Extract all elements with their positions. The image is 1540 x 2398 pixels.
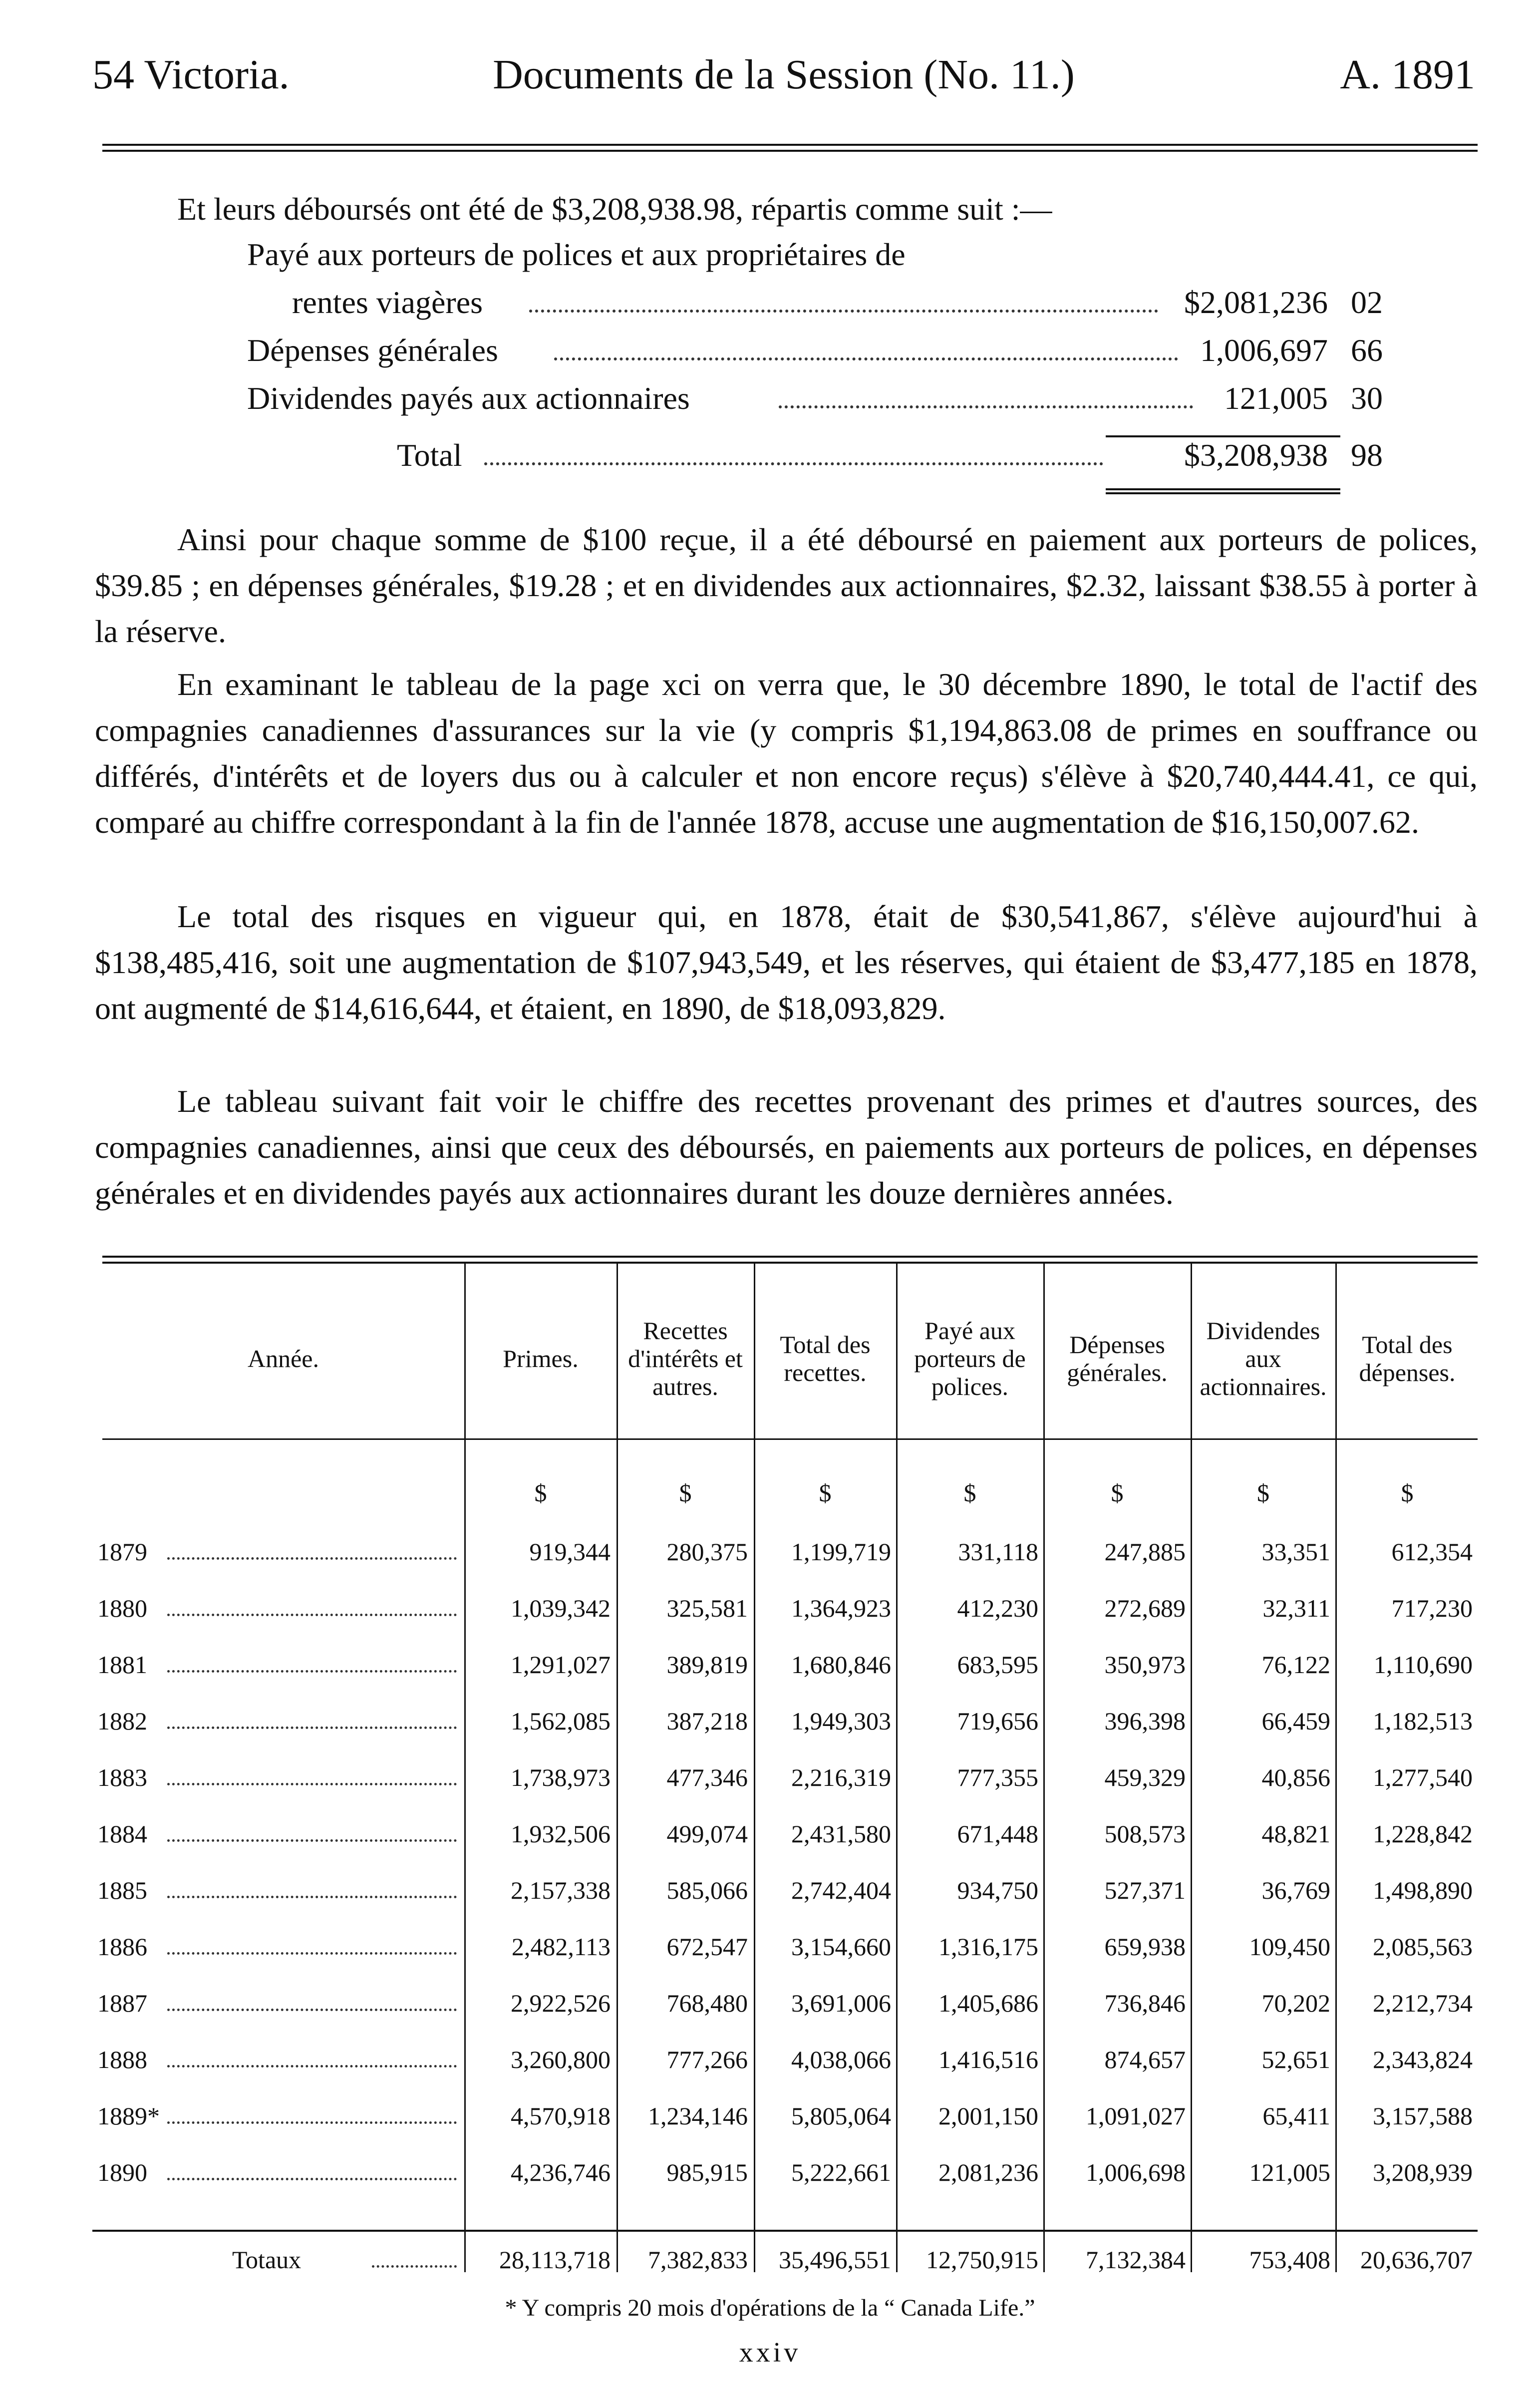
value-cell: 1,091,027 [1086, 2102, 1186, 2130]
value-cell: 2,742,404 [791, 1876, 891, 1904]
value-cell: 40,856 [1261, 1763, 1330, 1791]
footnote: * Y compris 20 mois d'opérations de la “ Canada Life.” [505, 2295, 1035, 2321]
value-cell: 350,973 [1104, 1651, 1186, 1679]
item-row [95, 279, 1383, 327]
value-cell: 1,364,923 [791, 1594, 891, 1622]
value-cell: 5,222,661 [791, 2158, 891, 2186]
total-label: Total [397, 437, 462, 473]
value-cell: 477,346 [666, 1763, 748, 1791]
value-cell: 3,691,006 [791, 1989, 891, 2017]
value-cell: 1,199,719 [791, 1538, 891, 1566]
value-cell: 2,001,150 [938, 2102, 1038, 2130]
year-cell: 1884 [97, 1820, 147, 1848]
header-left: 54 Victoria. [92, 51, 290, 98]
dot-leader [529, 310, 1158, 313]
item-cents: 30 [1351, 380, 1383, 416]
year-cell: 1889* [97, 2102, 160, 2130]
header-rule [102, 144, 1478, 152]
table-top-rule [102, 1256, 1478, 1264]
value-cell: 585,066 [666, 1876, 748, 1904]
value-cell: 671,448 [957, 1820, 1038, 1848]
year-cell: 1879 [97, 1538, 147, 1566]
value-cell: 1,182,513 [1373, 1707, 1473, 1735]
currency-symbol: $ [1111, 1479, 1124, 1507]
value-cell: 387,218 [666, 1707, 748, 1735]
value-cell: 66,459 [1261, 1707, 1330, 1735]
total-row [95, 431, 1383, 479]
value-cell: 2,081,236 [938, 2158, 1038, 2186]
dot-leader [167, 2178, 457, 2180]
item-row [95, 327, 1383, 374]
table-row [92, 2149, 1478, 2204]
year-cell: 1885 [97, 1876, 147, 1904]
item-amount: 1,006,697 [1200, 333, 1328, 368]
total-cell: 7,132,384 [1086, 2246, 1186, 2274]
dot-leader [167, 1726, 457, 1729]
value-cell: 1,680,846 [791, 1651, 891, 1679]
value-cell: 717,230 [1391, 1594, 1473, 1622]
value-cell: 768,480 [666, 1989, 748, 2017]
value-cell: 76,122 [1261, 1651, 1330, 1679]
item-label: Dividendes payés aux actionnaires [247, 380, 690, 416]
year-cell: 1882 [97, 1707, 147, 1735]
item-amount: $2,081,236 [1184, 285, 1328, 320]
dot-leader [167, 1670, 457, 1673]
paragraph: Ainsi pour chaque somme de $100 reçue, il a été déboursé en paiement aux porteurs de polices, $39.85 ; en dépenses générales, $19.28 ; et en dividendes aux actionnaires, $2.32, laissant $38.55 à porter à la réserve. [95, 522, 1478, 649]
totals-label: Totaux [232, 2246, 302, 2274]
value-cell: 3,260,800 [511, 2046, 611, 2073]
dot-leader [484, 462, 1103, 465]
year-cell: 1886 [97, 1933, 147, 1961]
year-cell: 1887 [97, 1989, 147, 2017]
value-cell: 2,343,824 [1373, 2046, 1473, 2073]
header-bottom-rule [102, 1438, 1478, 1440]
col-header-primes: Primes. [503, 1345, 579, 1372]
table-row [92, 1867, 1478, 1922]
value-cell: 247,885 [1104, 1538, 1186, 1566]
year-cell: 1888 [97, 2046, 147, 2073]
table-row [92, 2092, 1478, 2148]
value-cell: 3,208,939 [1373, 2158, 1473, 2186]
col-header-total-depenses: Total des dépenses. [1359, 1331, 1456, 1386]
table-row [92, 1923, 1478, 1979]
value-cell: 1,949,303 [791, 1707, 891, 1735]
currency-symbol: $ [1401, 1479, 1414, 1507]
total-cell: 7,382,833 [648, 2246, 748, 2274]
table-row [92, 1585, 1478, 1640]
table-row [92, 1641, 1478, 1697]
value-cell: 109,450 [1249, 1933, 1330, 1961]
value-cell: 1,405,686 [938, 1989, 1038, 2017]
table-row [92, 1810, 1478, 1866]
value-cell: 121,005 [1249, 2158, 1330, 2186]
totals-rule [92, 2230, 1478, 2232]
value-cell: 4,570,918 [511, 2102, 611, 2130]
value-cell: 1,277,540 [1373, 1763, 1473, 1791]
total-cell: 28,113,718 [499, 2246, 611, 2274]
item-cents: 66 [1351, 333, 1383, 368]
value-cell: 2,216,319 [791, 1763, 891, 1791]
value-cell: 2,212,734 [1373, 1989, 1473, 2017]
page-number: xxiv [739, 2337, 801, 2368]
value-cell: 331,118 [958, 1538, 1038, 1566]
header-title: Documents de la Session (No. 11.) [493, 51, 1075, 98]
table-row [92, 1698, 1478, 1753]
value-cell: 919,344 [529, 1538, 611, 1566]
value-cell: 1,738,973 [511, 1763, 611, 1791]
value-cell: 396,398 [1104, 1707, 1186, 1735]
value-cell: 2,482,113 [511, 1933, 611, 1961]
currency-symbol: $ [1257, 1479, 1269, 1507]
value-cell: 32,311 [1262, 1594, 1330, 1622]
disbursement-list [95, 231, 1383, 479]
col-header-total-recettes: Total des recettes. [780, 1331, 871, 1386]
col-header-paye-porteurs: Payé aux porteurs de polices. [914, 1317, 1026, 1400]
table-row [92, 1528, 1478, 1584]
dot-leader [167, 2065, 457, 2067]
dot-leader [167, 1783, 457, 1785]
value-cell: 1,006,698 [1086, 2158, 1186, 2186]
value-cell: 3,157,588 [1373, 2102, 1473, 2130]
table-row [92, 1980, 1478, 2035]
col-header-depenses-generales: Dépenses générales. [1067, 1331, 1168, 1386]
col-header-annee: Année. [248, 1345, 319, 1372]
dot-leader [554, 357, 1178, 360]
value-cell: 659,938 [1104, 1933, 1186, 1961]
dot-leader [372, 2265, 457, 2268]
value-cell: 4,038,066 [791, 2046, 891, 2073]
value-cell: 2,431,580 [791, 1820, 891, 1848]
col-header-dividendes: Dividendes aux actionnaires. [1200, 1317, 1327, 1400]
total-cell: 12,750,915 [926, 2246, 1038, 2274]
value-cell: 683,595 [957, 1651, 1038, 1679]
item-row [95, 231, 1383, 279]
value-cell: 499,074 [666, 1820, 748, 1848]
value-cell: 736,846 [1104, 1989, 1186, 2017]
dot-leader [167, 1614, 457, 1616]
value-cell: 33,351 [1261, 1538, 1330, 1566]
value-cell: 1,498,890 [1373, 1876, 1473, 1904]
value-cell: 1,562,085 [511, 1707, 611, 1735]
item-label: rentes viagères [292, 285, 483, 320]
total-cell: 753,408 [1249, 2246, 1330, 2274]
header-right: A. 1891 [1340, 51, 1475, 98]
value-cell: 672,547 [666, 1933, 748, 1961]
value-cell: 1,932,506 [511, 1820, 611, 1848]
currency-symbol: $ [819, 1479, 832, 1507]
item-label: Payé aux porteurs de polices et aux propriétaires de [247, 237, 906, 272]
value-cell: 4,236,746 [511, 2158, 611, 2186]
value-cell: 1,416,516 [938, 2046, 1038, 2073]
intro-line: Et leurs déboursés ont été de $3,208,938.98, répartis comme suit :— [177, 191, 1052, 227]
dot-leader [167, 1557, 457, 1560]
value-cell: 2,085,563 [1373, 1933, 1473, 1961]
value-cell: 874,657 [1104, 2046, 1186, 2073]
value-cell: 934,750 [957, 1876, 1038, 1904]
value-cell: 2,157,338 [511, 1876, 611, 1904]
col-header-recettes-interets: Recettes d'intérêts et autres. [628, 1317, 743, 1400]
dot-leader [167, 1839, 457, 1842]
totals-row [92, 2236, 1478, 2292]
value-cell: 777,355 [957, 1763, 1038, 1791]
running-header [92, 47, 1475, 102]
table-row [92, 2036, 1478, 2091]
value-cell: 508,573 [1104, 1820, 1186, 1848]
value-cell: 1,234,146 [648, 2102, 748, 2130]
item-cents: 02 [1351, 285, 1383, 320]
item-row [95, 374, 1383, 422]
currency-symbol: $ [679, 1479, 692, 1507]
currency-symbol: $ [963, 1479, 976, 1507]
value-cell: 612,354 [1391, 1538, 1473, 1566]
item-label: Dépenses générales [247, 333, 498, 368]
table-row [92, 1754, 1478, 1809]
value-cell: 1,228,842 [1373, 1820, 1473, 1848]
value-cell: 412,230 [957, 1594, 1038, 1622]
dot-leader [167, 2009, 457, 2011]
value-cell: 389,819 [666, 1651, 748, 1679]
paragraph: Le total des risques en vigueur qui, en 1878, était de $30,541,867, s'élève aujourd'hui à $138,485,416, soit une augmentation de $107,943,549, et les réserves, qui étaient de $3,477,185 en 1878, ont augmenté de $14,616,644, et étaient, en 1890, de $18,093,829. [95, 899, 1478, 1026]
value-cell: 985,915 [666, 2158, 748, 2186]
value-cell: 3,154,660 [791, 1933, 891, 1961]
value-cell: 70,202 [1261, 1989, 1330, 2017]
dot-leader [779, 405, 1193, 408]
value-cell: 52,651 [1261, 2046, 1330, 2073]
year-cell: 1883 [97, 1763, 147, 1791]
dot-leader [167, 1896, 457, 1898]
value-cell: 2,922,526 [511, 1989, 611, 2017]
year-cell: 1880 [97, 1594, 147, 1622]
value-cell: 1,291,027 [511, 1651, 611, 1679]
value-cell: 280,375 [666, 1538, 748, 1566]
statistics-table [92, 1264, 1478, 2272]
currency-symbol: $ [534, 1479, 547, 1507]
value-cell: 5,805,064 [791, 2102, 891, 2130]
paragraph: En examinant le tableau de la page xci on verra que, le 30 décembre 1890, le total de l'actif des compagnies canadiennes d'assurances sur la vie (y compris $1,194,863.08 de primes en souffrance ou différés, d'intérêts et de loyers dus ou à calculer et non encore reçus) s'élève à $20,740,444.41, ce qui, comparé au chiffre correspondant à la fin de l'année 1878, accuse une augmentation de $16,150,007.62. [95, 667, 1478, 840]
total-double-rule [1106, 488, 1340, 494]
value-cell: 325,581 [666, 1594, 748, 1622]
value-cell: 48,821 [1261, 1820, 1330, 1848]
value-cell: 777,266 [666, 2046, 748, 2073]
year-cell: 1881 [97, 1651, 147, 1679]
total-amount: $3,208,938 [1184, 437, 1328, 473]
sum-rule [1106, 435, 1340, 437]
value-cell: 36,769 [1261, 1876, 1330, 1904]
value-cell: 65,411 [1262, 2102, 1330, 2130]
dot-leader [167, 1952, 457, 1955]
total-cents: 98 [1351, 437, 1383, 473]
dot-leader [167, 2121, 457, 2124]
total-cell: 35,496,551 [779, 2246, 891, 2274]
value-cell: 272,689 [1104, 1594, 1186, 1622]
item-amount: 121,005 [1224, 380, 1328, 416]
paragraph: Le tableau suivant fait voir le chiffre des recettes provenant des primes et d'autres sources, des compagnies canadiennes, ainsi que ceux des déboursés, en paiements aux porteurs de polices, en dépenses générales et en dividendes payés aux actionnaires durant les douze dernières années. [95, 1083, 1478, 1211]
value-cell: 527,371 [1104, 1876, 1186, 1904]
total-cell: 20,636,707 [1360, 2246, 1473, 2274]
value-cell: 1,316,175 [938, 1933, 1038, 1961]
value-cell: 1,039,342 [511, 1594, 611, 1622]
year-cell: 1890 [97, 2158, 147, 2186]
value-cell: 719,656 [957, 1707, 1038, 1735]
value-cell: 459,329 [1104, 1763, 1186, 1791]
value-cell: 1,110,690 [1373, 1651, 1473, 1679]
